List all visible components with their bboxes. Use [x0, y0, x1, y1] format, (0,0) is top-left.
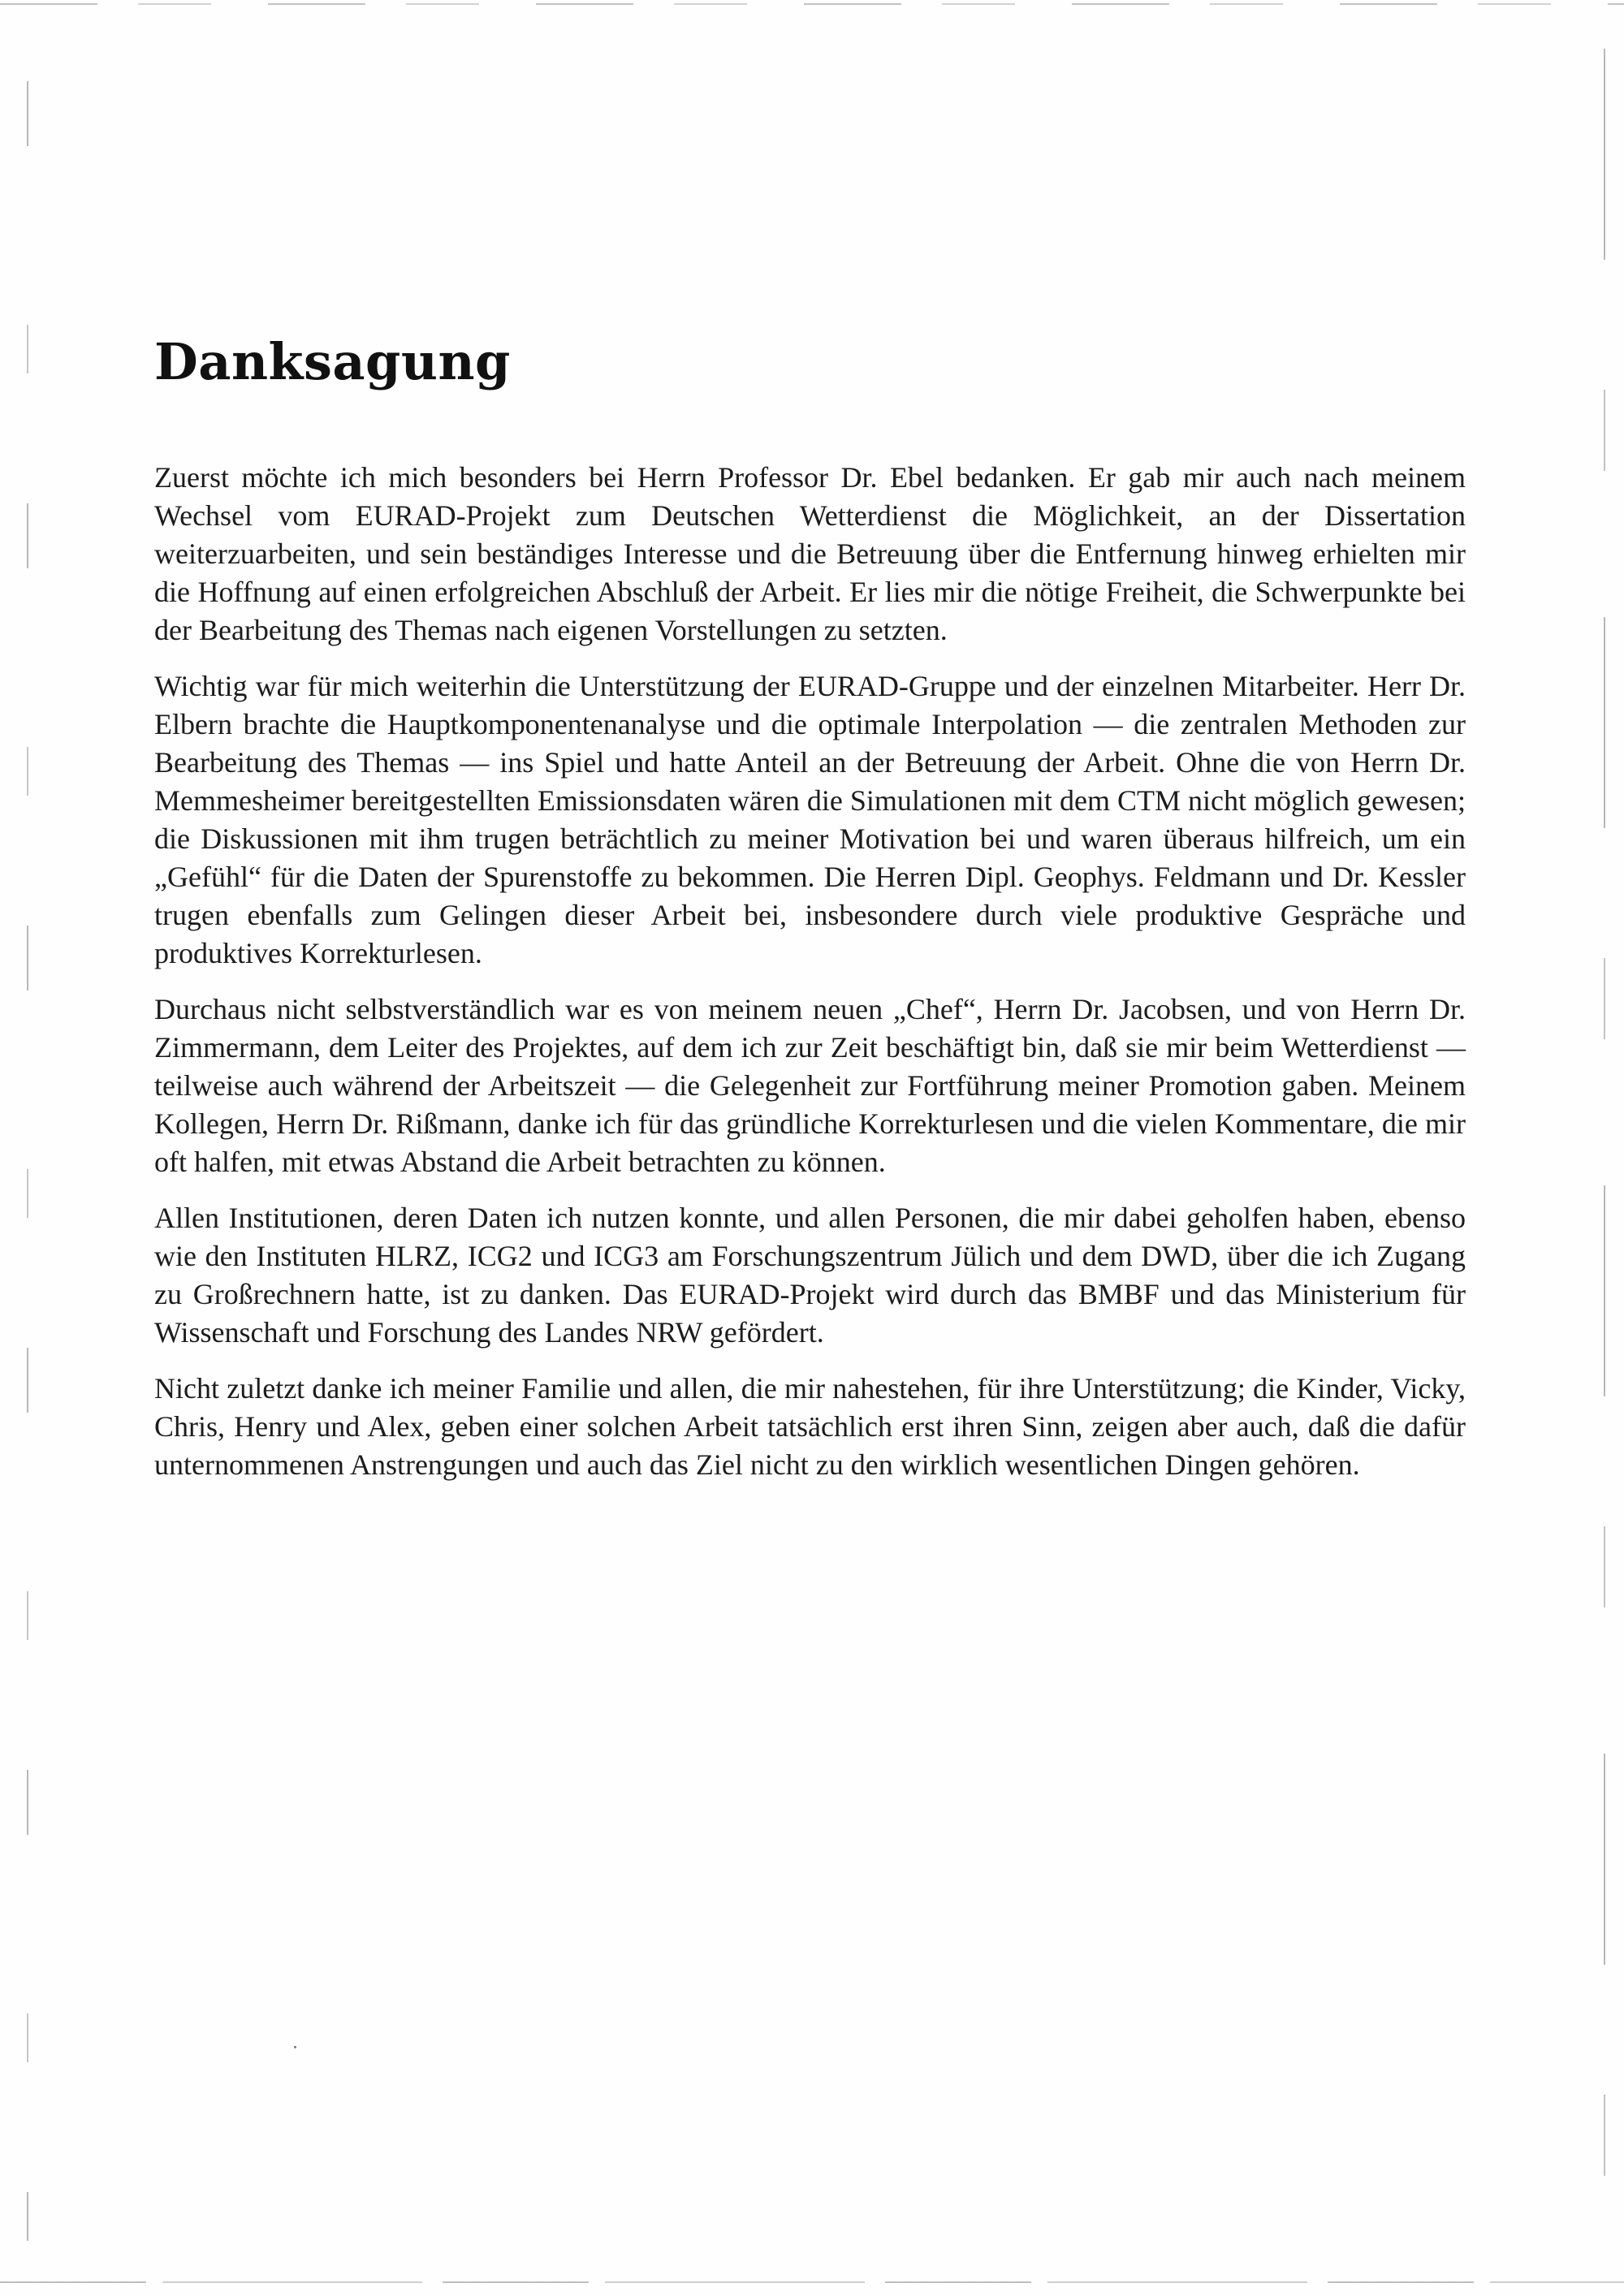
- scan-edge-right: [1604, 49, 1605, 2241]
- scan-edge-bottom: [0, 2281, 1624, 2283]
- scan-edge-top: [0, 3, 1624, 5]
- scan-speck: [294, 2046, 296, 2048]
- paragraph-2: Wichtig war für mich weiterhin die Unterstützung der EURAD-Gruppe und der einzelnen Mitarbeiter. Herr Dr. Elbern brachte die Hauptkomponentenanalyse und die optimale Interpolation — die zentralen Methoden zur Bearbeitung des Themas — ins Spiel und hatte Anteil an der Betreuung der Arbeit. Ohne die von Herrn Dr. Memmesheimer bereitgestellten Emissionsdaten wären die Simulationen mit dem CTM nicht möglich gewesen; die Diskussionen mit ihm trugen beträchtlich zu meiner Motivation bei und waren überaus hilfreich, um ein „Gefühl“ für die Daten der Spurenstoffe zu bekommen. Die Herren Dipl. Geophys. Feldmann und Dr. Kessler trugen ebenfalls zum Gelingen dieser Arbeit bei, insbesondere durch viele produktive Gespräche und produktives Korrekturlesen.: [154, 670, 1466, 969]
- page-title: Danksagung: [154, 332, 511, 391]
- paragraph-4: Allen Institutionen, deren Daten ich nutzen konnte, und allen Personen, die mir dabei geholfen haben, ebenso wie den Instituten HLRZ, ICG2 und ICG3 am Forschungszentrum Jülich und dem DWD, über die ich Zugang zu Großrechnern hatte, ist zu danken. Das EURAD-Projekt wird durch das BMBF und das Ministerium für Wissenschaft und Forschung des Landes NRW gefördert.: [154, 1202, 1466, 1349]
- paragraph-1: Zuerst möchte ich mich besonders bei Herrn Professor Dr. Ebel bedanken. Er gab mir auch nach meinem Wechsel vom EURAD-Projekt zum Deutschen Wetterdienst die Möglichkeit, an der Dissertation weiterzuarbeiten, und sein beständiges Interesse und die Betreuung über die Entfernung hinweg erhielten mir die Hoffnung auf einen erfolgreichen Abschluß der Arbeit. Er lies mir die nötige Freiheit, die Schwerpunkte bei der Bearbeitung des Themas nach eigenen Vorstellungen zu setzten.: [154, 461, 1466, 646]
- acknowledgements-section: [154, 332, 1466, 1502]
- paragraph-3: Durchaus nicht selbstverständlich war es von meinem neuen „Chef“, Herrn Dr. Jacobsen, und von Herrn Dr. Zimmermann, dem Leiter des Projektes, auf dem ich zur Zeit beschäftigt bin, daß sie mir beim Wetterdienst — teilweise auch während der Arbeitszeit — die Gelegenheit zur Fortführung meiner Promotion gaben. Meinem Kollegen, Herrn Dr. Rißmann, danke ich für das gründliche Korrekturlesen und die vielen Kommentare, die mir oft halfen, mit etwas Abstand die Arbeit betrachten zu können.: [154, 993, 1466, 1178]
- scan-edge-left: [27, 81, 28, 2241]
- paragraph-5: Nicht zuletzt danke ich meiner Familie und allen, die mir nahestehen, für ihre Unterstützung; die Kinder, Vicky, Chris, Henry und Alex, geben einer solchen Arbeit tatsächlich erst ihren Sinn, zeigen aber auch, daß die dafür unternommenen Anstrengungen und auch das Ziel nicht zu den wirklich wesentlichen Dingen gehören.: [154, 1372, 1466, 1481]
